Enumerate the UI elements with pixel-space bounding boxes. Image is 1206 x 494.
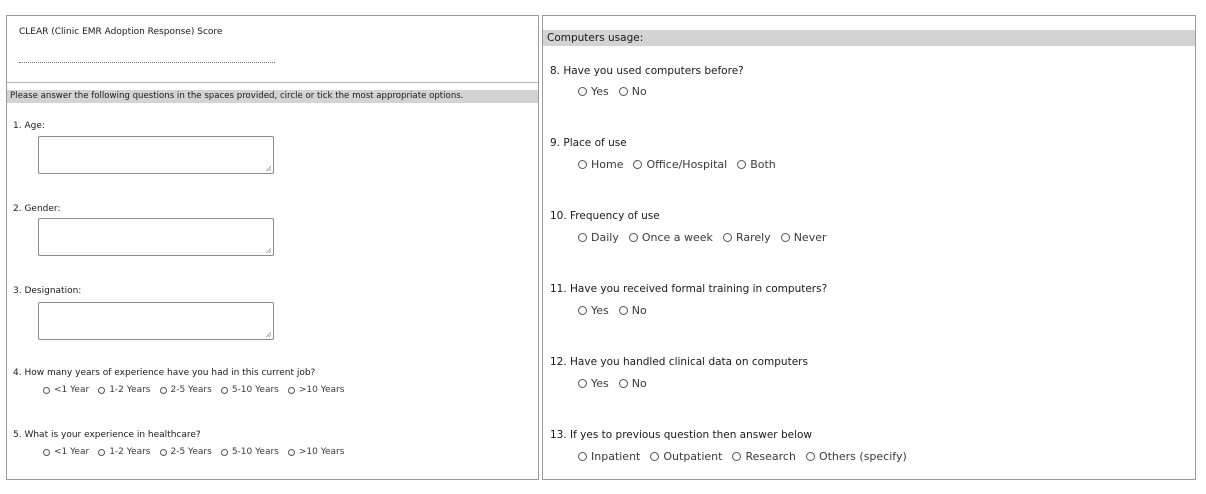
used-computers-options xyxy=(578,85,647,98)
radio-circle-icon[interactable] xyxy=(737,160,746,169)
instructions-band: Please answer the following questions in the spaces provided, circle or tick the most appropriate options. xyxy=(7,90,538,103)
designation-textarea[interactable] xyxy=(38,302,274,340)
radio-circle-icon[interactable] xyxy=(98,387,105,394)
radio-circle-icon[interactable] xyxy=(43,387,50,394)
clinical-data-options xyxy=(578,377,647,390)
score-blank-line xyxy=(19,62,275,63)
computer-usage-panel xyxy=(542,15,1196,480)
question-age: 1. Age: xyxy=(13,121,45,131)
radio-circle-icon[interactable] xyxy=(221,387,228,394)
radio-circle-icon[interactable] xyxy=(578,452,587,461)
radio-circle-icon[interactable] xyxy=(806,452,815,461)
radio-circle-icon[interactable] xyxy=(732,452,741,461)
radio-option[interactable]: No xyxy=(619,377,647,390)
divider xyxy=(7,82,538,83)
place-of-use-options xyxy=(578,158,776,171)
radio-circle-icon[interactable] xyxy=(578,306,587,315)
job-experience-options xyxy=(43,385,344,395)
radio-circle-icon[interactable] xyxy=(160,449,167,456)
gender-textarea[interactable] xyxy=(38,218,274,256)
radio-circle-icon[interactable] xyxy=(160,387,167,394)
radio-option[interactable]: Inpatient xyxy=(578,450,640,463)
radio-option[interactable]: 1-2 Years xyxy=(98,447,150,457)
radio-option[interactable]: Yes xyxy=(578,85,609,98)
radio-circle-icon[interactable] xyxy=(633,160,642,169)
radio-circle-icon[interactable] xyxy=(288,449,295,456)
radio-option[interactable]: Yes xyxy=(578,377,609,390)
form-title: CLEAR (Clinic EMR Adoption Response) Score xyxy=(19,27,223,37)
question-clinical-data: 12. Have you handled clinical data on computers xyxy=(550,356,808,368)
radio-option[interactable]: 2-5 Years xyxy=(160,447,212,457)
question-frequency: 10. Frequency of use xyxy=(550,210,660,222)
radio-circle-icon[interactable] xyxy=(43,449,50,456)
radio-circle-icon[interactable] xyxy=(578,160,587,169)
radio-option[interactable]: Outpatient xyxy=(650,450,722,463)
radio-option[interactable]: Yes xyxy=(578,304,609,317)
radio-circle-icon[interactable] xyxy=(650,452,659,461)
question-job-experience: 4. How many years of experience have you had in this current job? xyxy=(13,368,316,378)
radio-option[interactable]: Office/Hospital xyxy=(633,158,727,171)
radio-option[interactable]: No xyxy=(619,85,647,98)
radio-option[interactable]: No xyxy=(619,304,647,317)
question-gender: 2. Gender: xyxy=(13,204,61,214)
radio-circle-icon[interactable] xyxy=(619,306,628,315)
radio-circle-icon[interactable] xyxy=(288,387,295,394)
section-header: Computers usage: xyxy=(543,30,1195,46)
radio-option[interactable]: 5-10 Years xyxy=(221,385,279,395)
radio-circle-icon[interactable] xyxy=(781,233,790,242)
radio-circle-icon[interactable] xyxy=(578,87,587,96)
radio-option[interactable]: 1-2 Years xyxy=(98,385,150,395)
healthcare-experience-options xyxy=(43,447,344,457)
radio-circle-icon[interactable] xyxy=(578,379,587,388)
radio-option[interactable]: Rarely xyxy=(723,231,771,244)
age-textarea[interactable] xyxy=(38,136,274,174)
radio-option[interactable]: >10 Years xyxy=(288,385,345,395)
if-yes-options xyxy=(578,450,907,463)
radio-circle-icon[interactable] xyxy=(98,449,105,456)
radio-option[interactable]: 5-10 Years xyxy=(221,447,279,457)
radio-option[interactable]: <1 Year xyxy=(43,385,89,395)
radio-option[interactable]: Daily xyxy=(578,231,619,244)
question-used-computers: 8. Have you used computers before? xyxy=(550,65,744,77)
radio-circle-icon[interactable] xyxy=(629,233,638,242)
radio-option[interactable]: >10 Years xyxy=(288,447,345,457)
question-designation: 3. Designation: xyxy=(13,286,82,296)
radio-option[interactable]: <1 Year xyxy=(43,447,89,457)
question-if-yes: 13. If yes to previous question then answer below xyxy=(550,429,812,441)
radio-circle-icon[interactable] xyxy=(619,379,628,388)
radio-option[interactable]: Both xyxy=(737,158,776,171)
radio-circle-icon[interactable] xyxy=(578,233,587,242)
radio-circle-icon[interactable] xyxy=(619,87,628,96)
question-formal-training: 11. Have you received formal training in computers? xyxy=(550,283,828,295)
frequency-options xyxy=(578,231,827,244)
radio-option[interactable]: Research xyxy=(732,450,795,463)
formal-training-options xyxy=(578,304,647,317)
radio-option[interactable]: Others (specify) xyxy=(806,450,907,463)
demographics-panel xyxy=(6,15,539,480)
radio-option[interactable]: Home xyxy=(578,158,623,171)
radio-circle-icon[interactable] xyxy=(221,449,228,456)
question-place-of-use: 9. Place of use xyxy=(550,137,627,149)
radio-option[interactable]: Once a week xyxy=(629,231,713,244)
radio-option[interactable]: Never xyxy=(781,231,827,244)
radio-circle-icon[interactable] xyxy=(723,233,732,242)
radio-option[interactable]: 2-5 Years xyxy=(160,385,212,395)
question-healthcare-experience: 5. What is your experience in healthcare? xyxy=(13,430,201,440)
